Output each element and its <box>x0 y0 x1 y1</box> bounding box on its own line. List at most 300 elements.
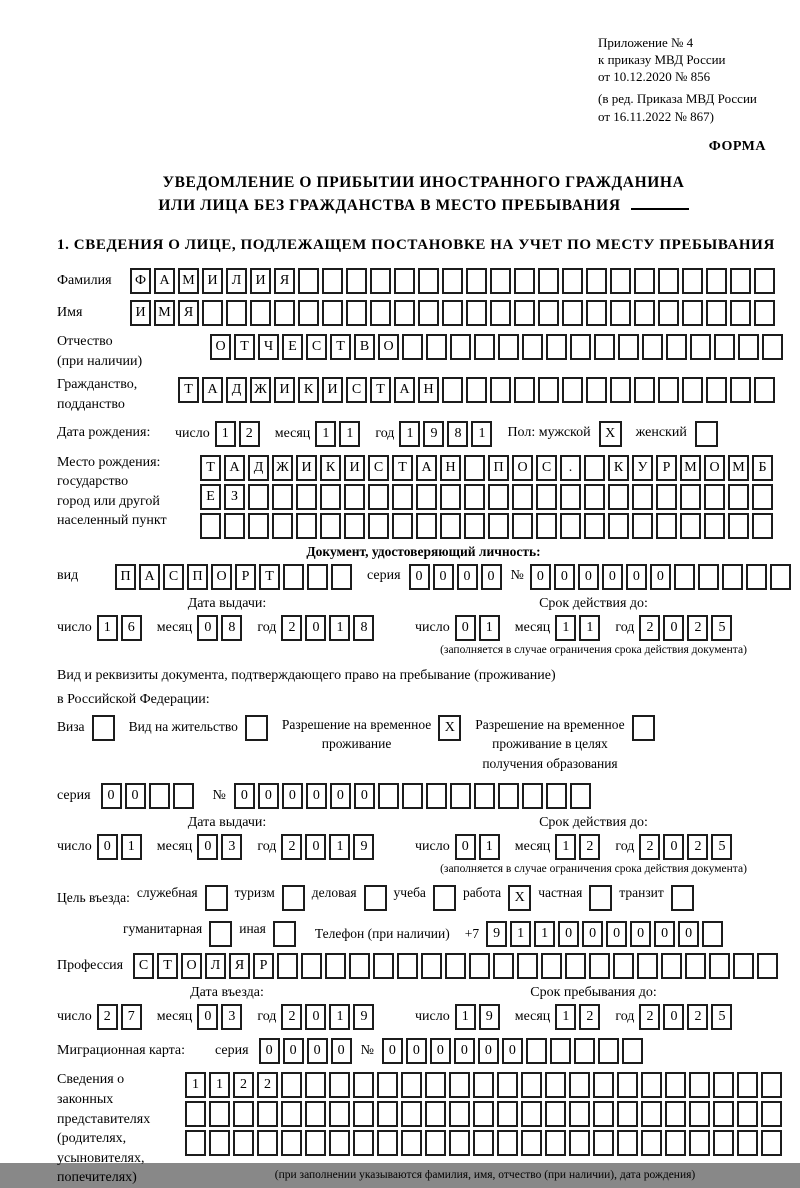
char-cell[interactable] <box>329 1130 350 1156</box>
sex-female-checkbox[interactable] <box>695 421 718 447</box>
char-cell[interactable] <box>450 783 471 809</box>
char-cell[interactable] <box>173 783 194 809</box>
char-cell[interactable] <box>728 513 749 539</box>
char-cell[interactable] <box>425 1101 446 1127</box>
char-cell[interactable]: У <box>632 455 653 481</box>
char-cell[interactable] <box>296 484 317 510</box>
char-cell[interactable]: 0 <box>606 921 627 947</box>
char-cell[interactable] <box>538 268 559 294</box>
char-cell[interactable]: Т <box>370 377 391 403</box>
char-cell[interactable] <box>307 564 328 590</box>
char-cell[interactable]: 5 <box>711 834 732 860</box>
char-cell[interactable] <box>349 953 370 979</box>
char-cell[interactable] <box>185 1101 206 1127</box>
char-cell[interactable] <box>674 564 695 590</box>
char-cell[interactable] <box>634 268 655 294</box>
char-cell[interactable]: 6 <box>121 615 142 641</box>
char-cell[interactable]: 0 <box>305 834 326 860</box>
char-cell[interactable] <box>473 1130 494 1156</box>
char-cell[interactable] <box>209 1101 230 1127</box>
char-cell[interactable] <box>474 783 495 809</box>
char-cell[interactable] <box>440 484 461 510</box>
char-cell[interactable] <box>283 564 304 590</box>
char-cell[interactable] <box>770 564 791 590</box>
char-cell[interactable]: И <box>296 455 317 481</box>
char-cell[interactable] <box>346 268 367 294</box>
char-cell[interactable]: С <box>536 455 557 481</box>
char-cell[interactable]: А <box>139 564 160 590</box>
char-cell[interactable]: П <box>488 455 509 481</box>
char-cell[interactable]: 2 <box>257 1072 278 1098</box>
char-cell[interactable] <box>610 377 631 403</box>
purpose-study-checkbox[interactable] <box>433 885 456 911</box>
char-cell[interactable]: 1 <box>479 615 500 641</box>
char-cell[interactable]: А <box>416 455 437 481</box>
char-cell[interactable]: 0 <box>558 921 579 947</box>
char-cell[interactable] <box>698 564 719 590</box>
char-cell[interactable] <box>392 484 413 510</box>
char-cell[interactable] <box>425 1072 446 1098</box>
visa-checkbox[interactable] <box>92 715 115 741</box>
char-cell[interactable] <box>272 484 293 510</box>
char-cell[interactable]: 0 <box>630 921 651 947</box>
char-cell[interactable] <box>233 1101 254 1127</box>
char-cell[interactable]: Е <box>200 484 221 510</box>
char-cell[interactable] <box>209 1130 230 1156</box>
char-cell[interactable] <box>665 1072 686 1098</box>
char-cell[interactable] <box>464 513 485 539</box>
char-cell[interactable]: 0 <box>305 1004 326 1030</box>
char-cell[interactable] <box>586 377 607 403</box>
char-cell[interactable] <box>521 1072 542 1098</box>
char-cell[interactable] <box>569 1130 590 1156</box>
char-cell[interactable] <box>689 1072 710 1098</box>
char-cell[interactable] <box>373 953 394 979</box>
char-cell[interactable] <box>305 1101 326 1127</box>
char-cell[interactable] <box>346 300 367 326</box>
char-cell[interactable] <box>584 513 605 539</box>
char-cell[interactable] <box>642 334 663 360</box>
char-cell[interactable] <box>682 268 703 294</box>
char-cell[interactable] <box>442 300 463 326</box>
char-cell[interactable]: Ж <box>272 455 293 481</box>
purpose-humanitarian-checkbox[interactable] <box>209 921 232 947</box>
char-cell[interactable] <box>728 484 749 510</box>
char-cell[interactable]: П <box>115 564 136 590</box>
char-cell[interactable] <box>493 953 514 979</box>
char-cell[interactable] <box>550 1038 571 1064</box>
char-cell[interactable] <box>617 1130 638 1156</box>
char-cell[interactable] <box>761 1130 782 1156</box>
char-cell[interactable]: И <box>322 377 343 403</box>
char-cell[interactable]: 9 <box>486 921 507 947</box>
char-cell[interactable]: О <box>378 334 399 360</box>
char-cell[interactable] <box>426 783 447 809</box>
char-cell[interactable] <box>497 1130 518 1156</box>
char-cell[interactable] <box>634 300 655 326</box>
char-cell[interactable] <box>746 564 767 590</box>
char-cell[interactable]: 1 <box>479 834 500 860</box>
char-cell[interactable] <box>618 334 639 360</box>
char-cell[interactable] <box>466 300 487 326</box>
char-cell[interactable] <box>584 484 605 510</box>
char-cell[interactable] <box>517 953 538 979</box>
char-cell[interactable] <box>226 300 247 326</box>
char-cell[interactable] <box>593 1101 614 1127</box>
char-cell[interactable] <box>202 300 223 326</box>
char-cell[interactable] <box>370 268 391 294</box>
char-cell[interactable] <box>490 268 511 294</box>
char-cell[interactable] <box>586 300 607 326</box>
char-cell[interactable]: 2 <box>281 834 302 860</box>
char-cell[interactable]: О <box>512 455 533 481</box>
char-cell[interactable] <box>442 377 463 403</box>
char-cell[interactable]: 0 <box>430 1038 451 1064</box>
char-cell[interactable]: О <box>211 564 232 590</box>
char-cell[interactable]: Т <box>234 334 255 360</box>
char-cell[interactable] <box>545 1072 566 1098</box>
char-cell[interactable] <box>426 334 447 360</box>
char-cell[interactable] <box>370 300 391 326</box>
char-cell[interactable]: С <box>306 334 327 360</box>
char-cell[interactable]: 0 <box>409 564 430 590</box>
char-cell[interactable]: 9 <box>353 1004 374 1030</box>
char-cell[interactable]: 0 <box>197 1004 218 1030</box>
char-cell[interactable]: Д <box>226 377 247 403</box>
char-cell[interactable]: 8 <box>447 421 468 447</box>
char-cell[interactable] <box>344 484 365 510</box>
char-cell[interactable]: Я <box>229 953 250 979</box>
char-cell[interactable] <box>521 1130 542 1156</box>
char-cell[interactable] <box>560 484 581 510</box>
char-cell[interactable] <box>713 1130 734 1156</box>
char-cell[interactable]: 1 <box>555 1004 576 1030</box>
purpose-work-checkbox[interactable]: X <box>508 885 531 911</box>
char-cell[interactable] <box>685 953 706 979</box>
purpose-other-checkbox[interactable] <box>273 921 296 947</box>
char-cell[interactable] <box>538 377 559 403</box>
char-cell[interactable]: П <box>187 564 208 590</box>
char-cell[interactable]: . <box>560 455 581 481</box>
char-cell[interactable] <box>546 783 567 809</box>
char-cell[interactable] <box>714 334 735 360</box>
char-cell[interactable] <box>730 300 751 326</box>
char-cell[interactable]: И <box>202 268 223 294</box>
char-cell[interactable] <box>416 513 437 539</box>
char-cell[interactable] <box>536 484 557 510</box>
char-cell[interactable] <box>526 1038 547 1064</box>
char-cell[interactable] <box>464 484 485 510</box>
char-cell[interactable] <box>394 268 415 294</box>
char-cell[interactable]: 0 <box>678 921 699 947</box>
sex-male-checkbox[interactable]: X <box>599 421 622 447</box>
char-cell[interactable] <box>641 1072 662 1098</box>
temp-residence-education-checkbox[interactable] <box>632 715 655 741</box>
char-cell[interactable]: 1 <box>315 421 336 447</box>
char-cell[interactable]: 5 <box>711 615 732 641</box>
char-cell[interactable]: 8 <box>221 615 242 641</box>
char-cell[interactable]: С <box>346 377 367 403</box>
char-cell[interactable]: Т <box>330 334 351 360</box>
char-cell[interactable]: Л <box>205 953 226 979</box>
char-cell[interactable] <box>473 1101 494 1127</box>
char-cell[interactable]: 2 <box>579 834 600 860</box>
char-cell[interactable] <box>560 513 581 539</box>
char-cell[interactable]: 8 <box>353 615 374 641</box>
char-cell[interactable] <box>325 953 346 979</box>
char-cell[interactable] <box>450 334 471 360</box>
char-cell[interactable]: 0 <box>602 564 623 590</box>
char-cell[interactable]: 1 <box>471 421 492 447</box>
char-cell[interactable]: 0 <box>306 783 327 809</box>
char-cell[interactable] <box>570 783 591 809</box>
char-cell[interactable] <box>598 1038 619 1064</box>
char-cell[interactable] <box>401 1101 422 1127</box>
char-cell[interactable]: 1 <box>579 615 600 641</box>
char-cell[interactable]: 0 <box>502 1038 523 1064</box>
char-cell[interactable] <box>622 1038 643 1064</box>
char-cell[interactable]: 0 <box>650 564 671 590</box>
char-cell[interactable]: Р <box>235 564 256 590</box>
char-cell[interactable] <box>661 953 682 979</box>
char-cell[interactable]: 0 <box>433 564 454 590</box>
char-cell[interactable] <box>658 300 679 326</box>
char-cell[interactable]: С <box>163 564 184 590</box>
char-cell[interactable] <box>733 953 754 979</box>
char-cell[interactable] <box>298 300 319 326</box>
char-cell[interactable] <box>474 334 495 360</box>
char-cell[interactable] <box>514 377 535 403</box>
char-cell[interactable] <box>257 1130 278 1156</box>
char-cell[interactable]: 7 <box>121 1004 142 1030</box>
char-cell[interactable] <box>305 1130 326 1156</box>
char-cell[interactable] <box>569 1101 590 1127</box>
char-cell[interactable]: Т <box>200 455 221 481</box>
char-cell[interactable]: 0 <box>530 564 551 590</box>
char-cell[interactable] <box>610 300 631 326</box>
char-cell[interactable] <box>574 1038 595 1064</box>
char-cell[interactable] <box>353 1101 374 1127</box>
char-cell[interactable]: 0 <box>578 564 599 590</box>
char-cell[interactable] <box>421 953 442 979</box>
char-cell[interactable] <box>704 513 725 539</box>
char-cell[interactable] <box>562 300 583 326</box>
char-cell[interactable] <box>296 513 317 539</box>
char-cell[interactable] <box>257 1101 278 1127</box>
char-cell[interactable]: 0 <box>197 615 218 641</box>
char-cell[interactable] <box>586 268 607 294</box>
char-cell[interactable]: 0 <box>125 783 146 809</box>
char-cell[interactable] <box>738 334 759 360</box>
char-cell[interactable] <box>200 513 221 539</box>
char-cell[interactable] <box>680 513 701 539</box>
char-cell[interactable] <box>185 1130 206 1156</box>
char-cell[interactable]: 0 <box>101 783 122 809</box>
char-cell[interactable]: Я <box>274 268 295 294</box>
char-cell[interactable]: 2 <box>687 1004 708 1030</box>
purpose-transit-checkbox[interactable] <box>671 885 694 911</box>
char-cell[interactable]: 2 <box>639 615 660 641</box>
char-cell[interactable] <box>377 1130 398 1156</box>
purpose-private-checkbox[interactable] <box>589 885 612 911</box>
char-cell[interactable] <box>497 1101 518 1127</box>
char-cell[interactable] <box>473 1072 494 1098</box>
char-cell[interactable]: 2 <box>281 1004 302 1030</box>
char-cell[interactable]: Т <box>157 953 178 979</box>
char-cell[interactable] <box>514 300 535 326</box>
char-cell[interactable] <box>665 1130 686 1156</box>
char-cell[interactable] <box>469 953 490 979</box>
char-cell[interactable] <box>713 1101 734 1127</box>
char-cell[interactable] <box>704 484 725 510</box>
char-cell[interactable] <box>658 268 679 294</box>
char-cell[interactable]: 1 <box>329 834 350 860</box>
char-cell[interactable] <box>397 953 418 979</box>
char-cell[interactable]: 9 <box>353 834 374 860</box>
char-cell[interactable] <box>690 334 711 360</box>
char-cell[interactable] <box>402 783 423 809</box>
char-cell[interactable] <box>680 484 701 510</box>
char-cell[interactable]: 9 <box>479 1004 500 1030</box>
char-cell[interactable] <box>762 334 783 360</box>
char-cell[interactable] <box>610 268 631 294</box>
char-cell[interactable] <box>368 513 389 539</box>
char-cell[interactable] <box>401 1130 422 1156</box>
char-cell[interactable] <box>594 334 615 360</box>
char-cell[interactable] <box>490 300 511 326</box>
char-cell[interactable] <box>394 300 415 326</box>
char-cell[interactable]: М <box>178 268 199 294</box>
char-cell[interactable]: И <box>344 455 365 481</box>
char-cell[interactable] <box>248 484 269 510</box>
char-cell[interactable] <box>281 1130 302 1156</box>
char-cell[interactable] <box>416 484 437 510</box>
char-cell[interactable]: 0 <box>481 564 502 590</box>
char-cell[interactable]: 0 <box>626 564 647 590</box>
char-cell[interactable] <box>149 783 170 809</box>
char-cell[interactable]: О <box>704 455 725 481</box>
char-cell[interactable]: Т <box>178 377 199 403</box>
char-cell[interactable]: 0 <box>282 783 303 809</box>
char-cell[interactable]: 0 <box>454 1038 475 1064</box>
char-cell[interactable] <box>490 377 511 403</box>
purpose-tourism-checkbox[interactable] <box>282 885 305 911</box>
char-cell[interactable]: Л <box>226 268 247 294</box>
char-cell[interactable]: 0 <box>457 564 478 590</box>
char-cell[interactable] <box>281 1101 302 1127</box>
char-cell[interactable] <box>617 1072 638 1098</box>
char-cell[interactable]: В <box>354 334 375 360</box>
char-cell[interactable]: З <box>224 484 245 510</box>
char-cell[interactable]: 0 <box>307 1038 328 1064</box>
char-cell[interactable]: Ж <box>250 377 271 403</box>
char-cell[interactable]: 0 <box>258 783 279 809</box>
char-cell[interactable]: 1 <box>329 1004 350 1030</box>
char-cell[interactable] <box>641 1130 662 1156</box>
char-cell[interactable]: 3 <box>221 1004 242 1030</box>
char-cell[interactable]: С <box>368 455 389 481</box>
char-cell[interactable]: О <box>181 953 202 979</box>
char-cell[interactable] <box>512 484 533 510</box>
char-cell[interactable]: К <box>608 455 629 481</box>
char-cell[interactable]: 0 <box>406 1038 427 1064</box>
char-cell[interactable]: Т <box>259 564 280 590</box>
char-cell[interactable] <box>641 1101 662 1127</box>
char-cell[interactable]: 2 <box>639 1004 660 1030</box>
char-cell[interactable] <box>546 334 567 360</box>
char-cell[interactable]: 0 <box>197 834 218 860</box>
purpose-business-checkbox[interactable] <box>364 885 387 911</box>
char-cell[interactable] <box>498 783 519 809</box>
char-cell[interactable]: 0 <box>455 615 476 641</box>
char-cell[interactable]: 1 <box>215 421 236 447</box>
char-cell[interactable]: 0 <box>478 1038 499 1064</box>
char-cell[interactable] <box>233 1130 254 1156</box>
char-cell[interactable]: 1 <box>510 921 531 947</box>
char-cell[interactable]: Ч <box>258 334 279 360</box>
char-cell[interactable]: 0 <box>654 921 675 947</box>
char-cell[interactable]: 5 <box>711 1004 732 1030</box>
char-cell[interactable]: С <box>133 953 154 979</box>
char-cell[interactable]: Ф <box>130 268 151 294</box>
char-cell[interactable] <box>752 484 773 510</box>
char-cell[interactable] <box>656 484 677 510</box>
char-cell[interactable]: 1 <box>339 421 360 447</box>
char-cell[interactable]: 2 <box>687 834 708 860</box>
char-cell[interactable] <box>682 300 703 326</box>
char-cell[interactable] <box>584 455 605 481</box>
char-cell[interactable] <box>449 1130 470 1156</box>
char-cell[interactable] <box>418 300 439 326</box>
char-cell[interactable] <box>656 513 677 539</box>
char-cell[interactable] <box>754 300 775 326</box>
char-cell[interactable]: 0 <box>582 921 603 947</box>
char-cell[interactable] <box>562 377 583 403</box>
residence-permit-checkbox[interactable] <box>245 715 268 741</box>
char-cell[interactable] <box>570 334 591 360</box>
char-cell[interactable] <box>274 300 295 326</box>
char-cell[interactable] <box>541 953 562 979</box>
char-cell[interactable]: 0 <box>305 615 326 641</box>
char-cell[interactable]: 2 <box>687 615 708 641</box>
char-cell[interactable] <box>329 1072 350 1098</box>
char-cell[interactable] <box>344 513 365 539</box>
char-cell[interactable]: М <box>154 300 175 326</box>
char-cell[interactable] <box>538 300 559 326</box>
char-cell[interactable]: 0 <box>382 1038 403 1064</box>
char-cell[interactable]: 0 <box>354 783 375 809</box>
char-cell[interactable] <box>329 1101 350 1127</box>
char-cell[interactable] <box>514 268 535 294</box>
char-cell[interactable]: 0 <box>331 1038 352 1064</box>
char-cell[interactable]: 1 <box>97 615 118 641</box>
char-cell[interactable] <box>706 268 727 294</box>
char-cell[interactable] <box>713 1072 734 1098</box>
char-cell[interactable]: Я <box>178 300 199 326</box>
char-cell[interactable]: 2 <box>281 615 302 641</box>
char-cell[interactable]: 2 <box>233 1072 254 1098</box>
char-cell[interactable]: А <box>224 455 245 481</box>
char-cell[interactable] <box>608 484 629 510</box>
char-cell[interactable] <box>442 268 463 294</box>
char-cell[interactable] <box>737 1130 758 1156</box>
char-cell[interactable] <box>761 1072 782 1098</box>
char-cell[interactable]: К <box>298 377 319 403</box>
char-cell[interactable] <box>666 334 687 360</box>
char-cell[interactable]: М <box>728 455 749 481</box>
char-cell[interactable] <box>545 1101 566 1127</box>
char-cell[interactable] <box>545 1130 566 1156</box>
